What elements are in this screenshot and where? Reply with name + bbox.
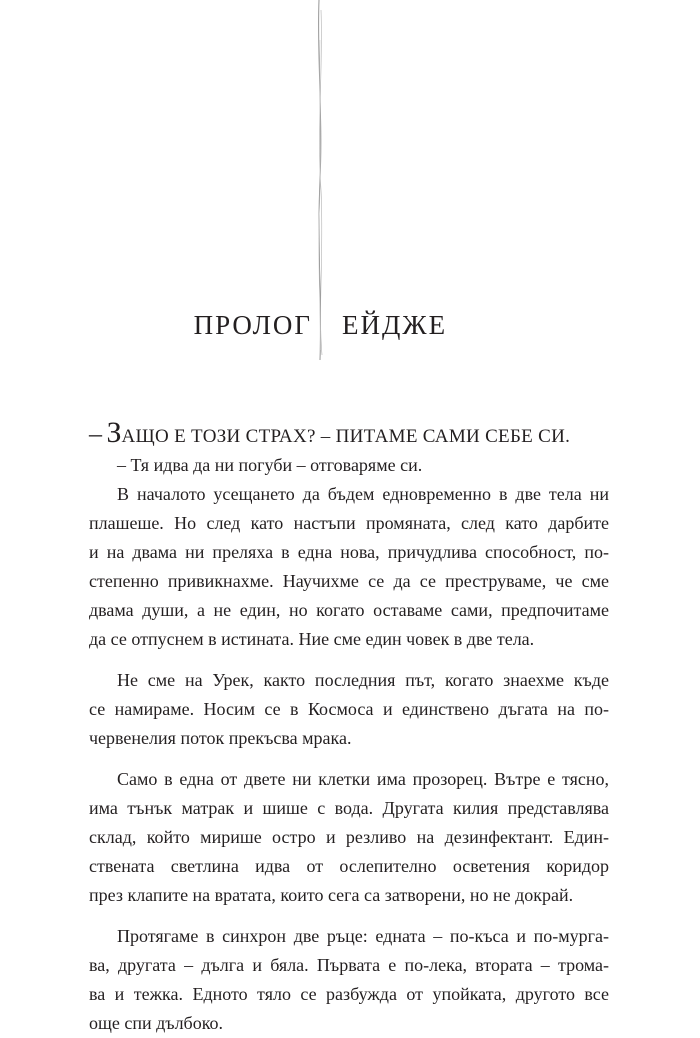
- text-line: ва, другата – дълга и бяла. Първата е по-лека, втората – трома-: [89, 955, 609, 975]
- text-line: има тънък матрак и шише с вода. Другата килия представлява: [89, 798, 609, 818]
- heading-prologue: ПРОЛОГ: [193, 310, 312, 340]
- text-line: В началото усещането да бъдем едновременно в две тела ни: [117, 484, 609, 504]
- text-line: Не сме на Урек, както последния път, когато знаехме къде: [117, 670, 609, 690]
- opening-dash: –: [89, 419, 102, 448]
- text-line: да се отпуснем в истината. Ние сме един човек в две тела.: [89, 629, 535, 649]
- text-line: се намираме. Носим се в Космоса и единствено дъгата на по-: [89, 699, 609, 719]
- heading-character-name: ЕЙДЖЕ: [342, 310, 448, 340]
- opening-caps-text: АЩО Е ТОЗИ СТРАХ? – ПИТАМЕ САМИ СЕБЕ СИ.: [121, 426, 571, 447]
- text-line: още спи дълбоко.: [89, 1013, 224, 1033]
- text-line: степенно привикнахме. Научихме се да се преструваме, че сме: [89, 571, 609, 591]
- text-line: червенелия поток прекъсва мрака.: [89, 728, 352, 748]
- text-line: ствената светлина идва от ослепително осветения коридор: [89, 856, 609, 876]
- text-line: – Тя идва да ни погуби – отговаряме си.: [117, 455, 423, 475]
- text-line: плашеше. Но след като настъпи промяната, след като дарбите: [89, 513, 609, 533]
- body-text: [89, 418, 609, 1038]
- chapter-heading: [0, 305, 700, 345]
- text-line: през клапите на вратата, които сега са затворени, но не докрай.: [89, 885, 574, 905]
- drop-cap: З: [106, 416, 122, 449]
- text-line: двама души, а не един, но когато оставаме сами, предпочитаме: [89, 600, 609, 620]
- text-line: и на двама ни преляха в една нова, причудлива способност, по-: [89, 542, 609, 562]
- text-line: склад, който мирише остро и резливо на дезинфектант. Един-: [89, 827, 609, 847]
- text-line: ва и тежка. Едното тяло се разбужда от упойката, другото все: [89, 984, 609, 1004]
- text-line: Само в една от двете ни клетки има прозорец. Вътре е тясно,: [117, 769, 609, 789]
- text-line: Протягаме в синхрон две ръце: едната – по-къса и по-мурга-: [117, 926, 609, 946]
- opening-line: [89, 418, 609, 451]
